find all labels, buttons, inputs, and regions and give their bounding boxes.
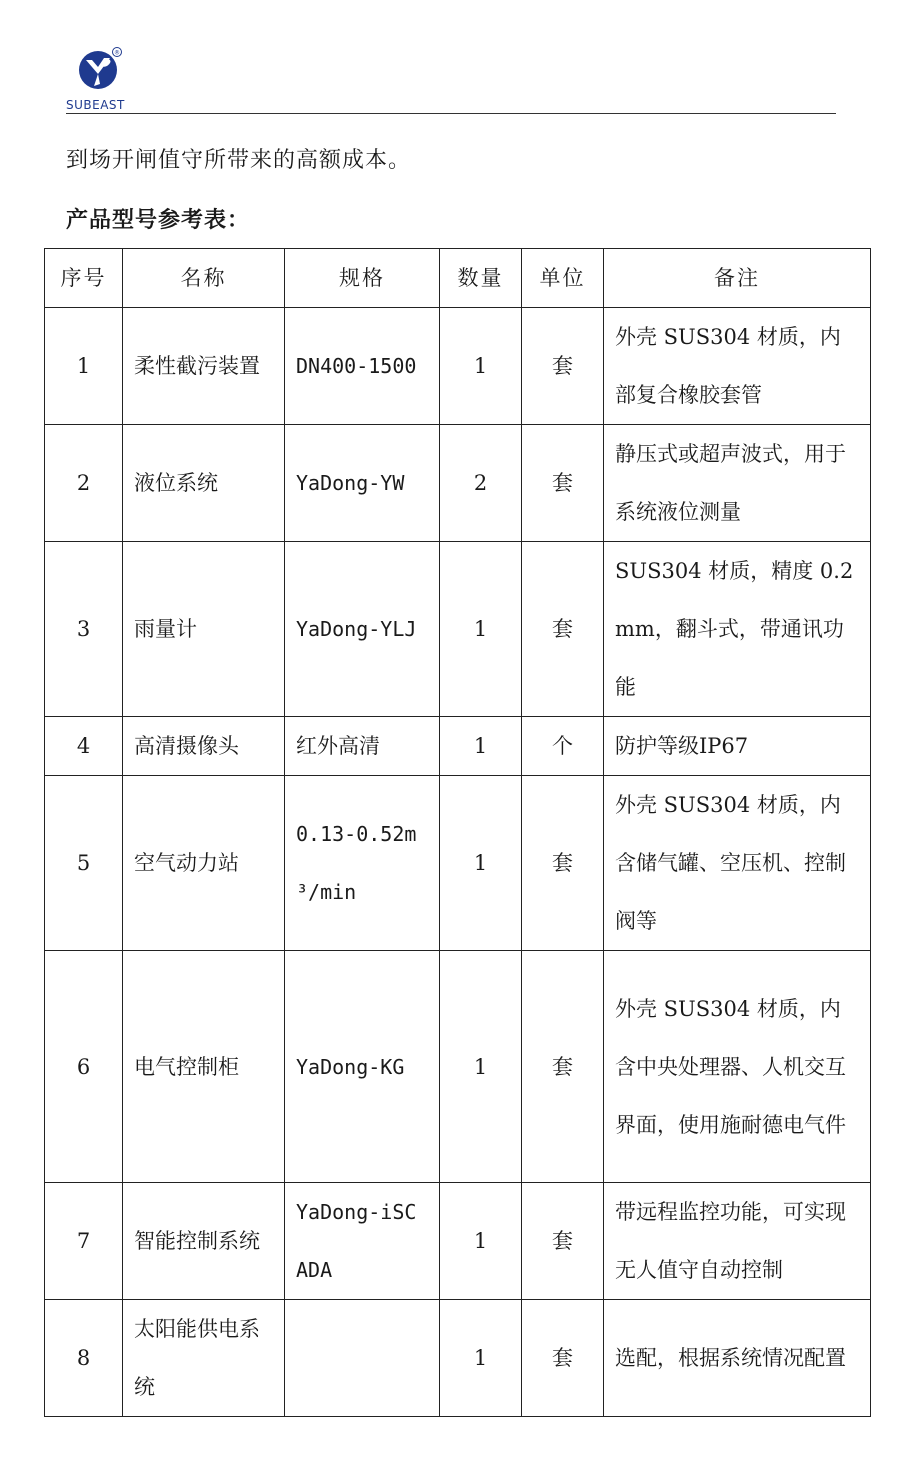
cell-unit: 套 [522,776,604,951]
cell-qty: 2 [440,425,522,542]
cell-qty: 1 [440,776,522,951]
table-row [45,1183,871,1300]
cell-name: 液位系统 [123,425,285,542]
table-row [45,308,871,425]
cell-name: 雨量计 [123,542,285,717]
cell-spec: YaDong-iSCADA [285,1183,440,1300]
column-header-unit: 单位 [522,249,604,308]
page-header [66,40,836,114]
column-header-name: 名称 [123,249,285,308]
cell-no: 4 [45,717,123,776]
table-row [45,776,871,951]
cell-spec: 红外高清 [285,717,440,776]
table-row [45,951,871,1183]
cell-no: 1 [45,308,123,425]
cell-unit: 套 [522,308,604,425]
cell-spec: YaDong-YLJ [285,542,440,717]
brand-name: SUBEAST [66,98,125,112]
cell-spec: 0.13-0.52m³/min [285,776,440,951]
cell-unit: 套 [522,951,604,1183]
cell-name: 太阳能供电系统 [123,1300,285,1417]
cell-qty: 1 [440,1300,522,1417]
cell-no: 7 [45,1183,123,1300]
cell-qty: 1 [440,717,522,776]
cell-remark: 外壳 SUS304 材质，内含储气罐、空压机、控制阀等 [604,776,871,951]
cell-qty: 1 [440,542,522,717]
cell-unit: 套 [522,1183,604,1300]
cell-remark: SUS304 材质，精度 0.2mm，翻斗式，带通讯功能 [604,542,871,717]
cell-remark: 静压式或超声波式，用于系统液位测量 [604,425,871,542]
cell-name: 高清摄像头 [123,717,285,776]
cell-unit: 套 [522,542,604,717]
cell-unit: 套 [522,425,604,542]
cell-qty: 1 [440,1183,522,1300]
intro-paragraph: 到场开闸值守所带来的高额成本。 [66,148,412,173]
cell-remark: 外壳 SUS304 材质，内部复合橡胶套管 [604,308,871,425]
column-header-spec: 规格 [285,249,440,308]
column-header-remark: 备注 [604,249,871,308]
cell-name: 柔性截污装置 [123,308,285,425]
cell-unit: 个 [522,717,604,776]
cell-name: 智能控制系统 [123,1183,285,1300]
table-header-row [45,249,871,308]
header-divider [66,113,836,114]
registered-mark: ® [114,49,120,57]
table-row [45,717,871,776]
cell-spec: YaDong-KG [285,951,440,1183]
logo-emblem-icon [76,44,124,94]
cell-no: 2 [45,425,123,542]
cell-remark: 外壳 SUS304 材质，内含中央处理器、人机交互界面，使用施耐德电气件 [604,951,871,1183]
cell-name: 电气控制柜 [123,951,285,1183]
table-row [45,542,871,717]
cell-remark: 带远程监控功能，可实现无人值守自动控制 [604,1183,871,1300]
table-title: 产品型号参考表： [66,207,251,233]
table-row [45,1300,871,1417]
cell-qty: 1 [440,951,522,1183]
cell-remark: 选配，根据系统情况配置 [604,1300,871,1417]
column-header-no: 序号 [45,249,123,308]
cell-remark: 防护等级IP67 [604,717,871,776]
cell-no: 6 [45,951,123,1183]
product-model-table [44,248,871,1417]
company-logo [66,40,136,114]
cell-no: 8 [45,1300,123,1417]
column-header-qty: 数量 [440,249,522,308]
cell-no: 5 [45,776,123,951]
cell-no: 3 [45,542,123,717]
cell-qty: 1 [440,308,522,425]
cell-spec [285,1300,440,1417]
cell-name: 空气动力站 [123,776,285,951]
cell-spec: YaDong-YW [285,425,440,542]
cell-unit: 套 [522,1300,604,1417]
table-row [45,425,871,542]
cell-spec: DN400-1500 [285,308,440,425]
